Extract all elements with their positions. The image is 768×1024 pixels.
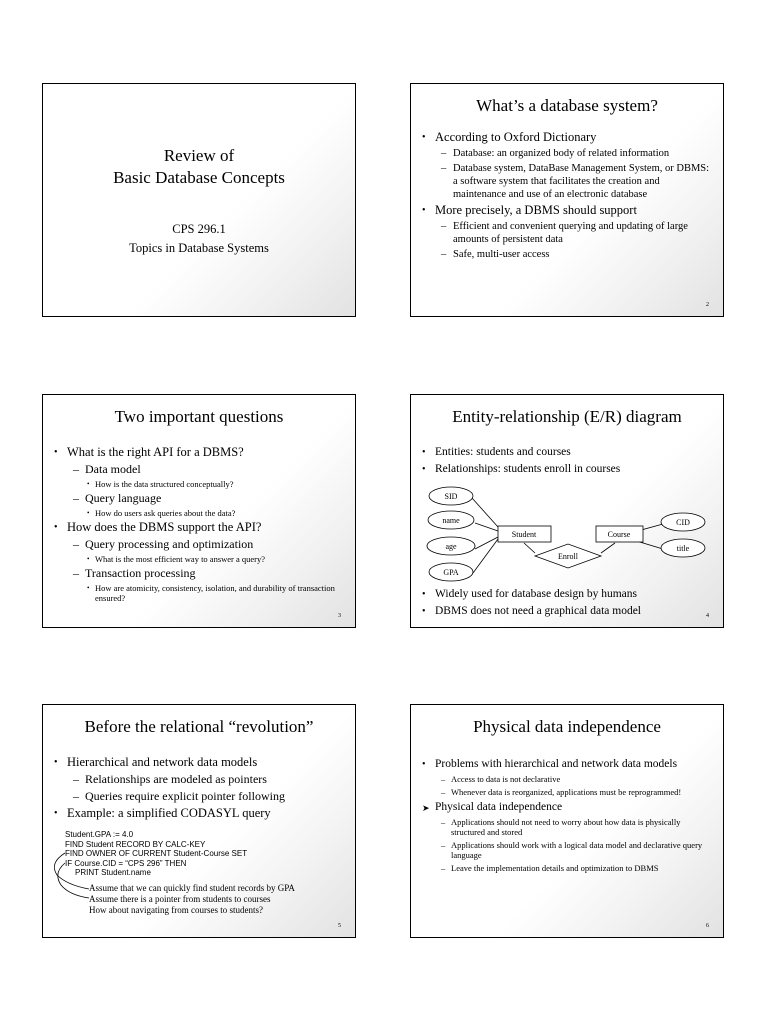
course-label: Course <box>607 530 631 539</box>
slide-1-course: CPS 296.1 <box>172 222 226 236</box>
slide-6-body <box>422 757 715 876</box>
slide-1-subtitle <box>43 220 355 258</box>
bullet: • According to Oxford Dictionary <box>422 130 715 145</box>
sub-bullet: – Access to data is not declarative <box>422 774 715 784</box>
gpa-label: GPA <box>443 568 459 577</box>
sub-bullet: – Queries require explicit pointer following <box>54 789 347 804</box>
bullet: • Hierarchical and network data models <box>54 755 347 770</box>
annotation: Assume that we can quickly find student records by GPA <box>89 883 295 893</box>
slide-2-title: What’s a database system? <box>476 96 658 115</box>
sub-sub-bullet: • How are atomicity, consistency, isolation, and durability of transaction ensured? <box>54 583 347 603</box>
code-line: FIND Student RECORD BY CALC-KEY <box>65 839 206 849</box>
sub-sub-bullet: • What is the most efficient way to answer a query? <box>54 554 347 564</box>
bullet: • Entities: students and courses <box>422 445 715 460</box>
slide-1-title-line1: Review of <box>163 146 235 165</box>
page-number: 6 <box>706 923 709 929</box>
page-number: 5 <box>338 923 341 929</box>
annotation: How about navigating from courses to students? <box>89 905 263 915</box>
annotations <box>89 883 295 916</box>
enroll-label: Enroll <box>558 552 578 561</box>
bullet: • How does the DBMS support the API? <box>54 520 347 535</box>
sub-sub-bullet: • How is the data structured conceptually? <box>54 479 347 489</box>
student-label: Student <box>511 530 537 539</box>
slide-1-title-line2: Basic Database Concepts <box>113 168 285 187</box>
sub-bullet: – Leave the implementation details and optimization to DBMS <box>422 863 715 873</box>
arrow-bullet: ➤ Physical data independence <box>422 800 715 815</box>
slide-2 <box>410 83 724 317</box>
slide-4 <box>410 394 724 628</box>
slide-5-body <box>54 755 347 821</box>
slide-3-title: Two important questions <box>114 407 284 426</box>
slide-3-body <box>54 445 347 605</box>
sub-bullet: – Query language <box>54 491 347 506</box>
slide-6 <box>410 704 724 938</box>
sub-bullet: – Database system, DataBase Management System, or DBMS: a software system that facilitates the creation and maintenance and use of an electronic database <box>422 162 715 201</box>
sub-bullet: – Whenever data is reorganized, applications must be reprogrammed! <box>422 787 715 797</box>
slide-4-body-bottom <box>422 587 715 621</box>
bullet: • Example: a simplified CODASYL query <box>54 806 347 821</box>
sub-sub-bullet: • How do users ask queries about the data? <box>54 508 347 518</box>
code-line: FIND OWNER OF CURRENT Student-Course SET <box>65 849 248 858</box>
sub-bullet: – Applications should work with a logical data model and declarative query language <box>422 840 715 860</box>
annotation: Assume there is a pointer from students to courses <box>89 894 271 904</box>
sub-bullet: – Data model <box>54 462 347 477</box>
title-label: title <box>676 544 690 553</box>
sub-bullet: – Database: an organized body of related information <box>422 147 715 160</box>
page-number: 2 <box>706 302 709 308</box>
sub-bullet: – Relationships are modeled as pointers <box>54 772 347 787</box>
bullet: • More precisely, a DBMS should support <box>422 203 715 218</box>
page-number: 3 <box>338 613 341 619</box>
bullet: • What is the right API for a DBMS? <box>54 445 347 460</box>
slide-1-course-name: Topics in Database Systems <box>129 241 269 255</box>
name-label: name <box>442 516 460 525</box>
bullet: • DBMS does not need a graphical data model <box>422 604 715 619</box>
cid-label: CID <box>676 518 690 527</box>
code-line: IF Course.CID = “CPS 296” THEN <box>65 858 187 868</box>
code-line: PRINT Student.name <box>75 868 151 877</box>
sid-label: SID <box>444 492 458 501</box>
bullet: • Relationships: students enroll in courses <box>422 462 715 477</box>
sub-bullet: – Efficient and convenient querying and updating of large amounts of persistent data <box>422 220 715 246</box>
er-diagram <box>411 483 724 593</box>
page-number: 4 <box>706 613 709 619</box>
slide-2-body <box>422 130 715 263</box>
sub-bullet: – Query processing and optimization <box>54 537 347 552</box>
sub-bullet: – Transaction processing <box>54 566 347 581</box>
age-label: age <box>445 542 457 551</box>
slide-3 <box>42 394 356 628</box>
bullet: • Widely used for database design by humans <box>422 587 715 602</box>
slide-4-body-top <box>422 445 715 479</box>
sub-bullet: – Applications should not need to worry about how data is physically structured and stored <box>422 817 715 837</box>
slide-1-title <box>43 145 355 189</box>
slide-1 <box>42 83 356 317</box>
bullet: • Problems with hierarchical and network data models <box>422 757 715 772</box>
slide-5-title: Before the relational “revolution” <box>84 717 314 736</box>
slide-6-title: Physical data independence <box>473 717 661 736</box>
slide-4-title: Entity-relationship (E/R) diagram <box>452 407 682 426</box>
sub-bullet: – Safe, multi-user access <box>422 248 715 261</box>
code-line: Student.GPA := 4.0 <box>65 830 134 839</box>
slide-5 <box>42 704 356 938</box>
